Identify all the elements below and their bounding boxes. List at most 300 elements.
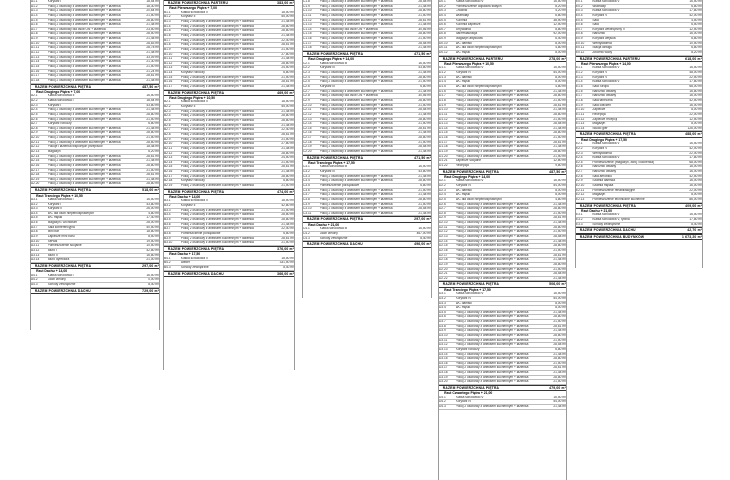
- room-name: Korytarz roboczy: [180, 179, 205, 183]
- room-name: Pokój 2 osobowy z aneksem kuchennym + łazienka: [319, 103, 393, 107]
- room-name: Klatka schodowa II: [180, 256, 208, 260]
- room-area: 21,48 m²: [553, 126, 566, 130]
- room-name: Zaplecze mini baru: [47, 235, 75, 239]
- room-code: A4.1: [31, 273, 38, 277]
- room-area: 16,00 m²: [689, 170, 702, 174]
- room-name: Pokój 2 osobowy z aneksem kuchennym + łazienka: [455, 244, 529, 248]
- room-area: 28,60 m²: [146, 140, 159, 144]
- room-area: 28,80 m²: [281, 61, 294, 65]
- room-name: Pokój 2 osobowy z aneksem kuchennym + łazienka: [319, 122, 393, 126]
- room-area: 28,78 m²: [146, 46, 159, 50]
- total-label: RAZEM POWIERZCHNIA PARTERU: [442, 56, 503, 61]
- room-name: Narożnik otwarty: [592, 89, 617, 93]
- room-name: Pokój 2 osobowy z aneksem kuchennym + łazienka: [319, 108, 393, 112]
- room-area: 21,48 m²: [418, 112, 431, 116]
- room-code: A2.2: [31, 98, 38, 102]
- room-name: Zaplecze socjalne: [455, 159, 482, 163]
- room-name: Pokój 2 osobowy z aneksem kuchennym + łazienka: [47, 60, 121, 64]
- room-area: 16,50 m²: [553, 0, 566, 3]
- room-name: Pomieszczenie rehabilitacyjne: [592, 188, 636, 192]
- room-name: Pokój 2 osobowy z aneksem kuchennym + łazienka: [319, 179, 393, 183]
- room-code: B2.10: [164, 142, 173, 146]
- room-area: 21,50 m²: [281, 137, 294, 141]
- room-code: C4.1: [303, 227, 310, 231]
- room-code: E3.3: [576, 222, 583, 226]
- floor-heading-text: Rzut Drugiego Piętra + 14,00: [444, 174, 490, 179]
- room-name: Pokój 2 osobowy z aneksem kuchennym + łazienka: [319, 71, 393, 75]
- room-name: Pomieszczenie socjalne: [47, 244, 82, 248]
- room-area: 28,61 m²: [281, 236, 294, 240]
- room-code: C3.9: [303, 202, 310, 206]
- room-code: B2.12: [164, 151, 173, 155]
- room-area: 17,80 m²: [689, 156, 702, 160]
- room-code: B2.9: [164, 137, 171, 141]
- room-area: 21,50 m²: [146, 117, 159, 121]
- room-name: Bar/restauracja: [455, 32, 478, 36]
- room-code: A1.15: [31, 64, 40, 68]
- total-row: [303, 241, 431, 247]
- room-area: 21,48 m²: [418, 89, 431, 93]
- room-area: 28,61 m²: [553, 324, 566, 328]
- room-code: C2.11: [303, 108, 312, 112]
- room-area: 28,80 m²: [418, 75, 431, 79]
- room-name: Chodnik: [455, 9, 468, 13]
- room-area: 28,00 m²: [146, 221, 159, 225]
- room-name: Pomieszczenie techniczne kuchenne: [592, 197, 645, 201]
- room-code: C1.13: [303, 23, 312, 27]
- floor-heading-text: Rzut Drugiego Piętra + 17,50: [581, 137, 627, 142]
- room-area: 21,48 m²: [146, 126, 159, 130]
- room-code: A2.11: [31, 140, 40, 144]
- total-area: 278,00 m²: [549, 56, 566, 61]
- room-code: D3.20: [439, 380, 448, 384]
- room-area: 331,50 m²: [279, 261, 294, 265]
- room-code: B1.1: [164, 10, 171, 14]
- room-name: Narożnik: [592, 32, 605, 36]
- room-code: D2.20: [439, 267, 448, 271]
- room-code: E1.3: [576, 75, 583, 79]
- room-code: D1.17: [439, 140, 448, 144]
- room-code: A1.12: [31, 51, 40, 55]
- room-area: 12,50 m²: [689, 117, 702, 121]
- room-code: E2.11: [576, 188, 585, 192]
- room-name: Pokój 2 osobowy z aneksem kuchennym + łazienka: [180, 132, 254, 136]
- room-name: Pokój 2 osobowy z aneksem kuchennym + łazienka: [319, 197, 393, 201]
- room-code: C1.12: [303, 18, 312, 22]
- room-name: Klatka schodowa I: [47, 98, 74, 102]
- room-name: Pokój 2 osobowy z aneksem kuchennym + łazienka: [319, 41, 393, 45]
- room-area: 28,80 m²: [553, 357, 566, 361]
- room-area: 10,50 m²: [146, 244, 159, 248]
- room-name: Pokój 2 osobowy z aneksem kuchennym + łazienka: [455, 357, 529, 361]
- room-area: 21,50 m²: [553, 361, 566, 365]
- room-area: 21,50 m²: [418, 103, 431, 107]
- room-name: Pokój 2 osobowy z aneksem kuchennym + łazienka: [47, 32, 121, 36]
- room-code: D1.13: [439, 122, 448, 126]
- room-name: Pokój 2 osobowy z aneksem kuchennym + łazienka: [455, 98, 529, 102]
- room-name: Pokój 2 osobowy z aneksem kuchennym + łazienka: [319, 188, 393, 192]
- room-code: E1.14: [576, 126, 585, 130]
- room-code: D3.10: [439, 333, 448, 337]
- room-area: 28,61 m²: [553, 216, 566, 220]
- room-name: Pokój 2 osobowy z aneksem kuchennym + łazienka: [455, 122, 529, 126]
- room-code: B3.2: [164, 204, 171, 208]
- total-label: RAZEM POWIERZCHNIA PIĘTRA: [579, 203, 637, 208]
- room-code: A1.1: [31, 0, 38, 3]
- total-area: 1 673,20 m²: [682, 234, 702, 239]
- room-name: Pokój 2 osobowy z aneksem kuchennym + łazienka: [319, 46, 393, 50]
- room-name: Pokój 2 osobowy z aneksem kuchennym + łazienka: [455, 310, 529, 314]
- room-name: Pokój 2 osobowy z aneksem kuchennym + łazienka: [180, 137, 254, 141]
- room-name: Biuro II: [47, 253, 58, 257]
- total-area: 469,00 m²: [277, 90, 294, 95]
- room-name: Pokój 2 osobowy z aneksem kuchennym + łazienka: [455, 248, 529, 252]
- room-code: A2.4: [31, 108, 38, 112]
- room-code: D3.18: [439, 371, 448, 375]
- room-code: D2.12: [439, 230, 448, 234]
- room-code: A2.18: [31, 173, 40, 177]
- room-name: Klatka schodowa IV: [455, 66, 484, 70]
- room-name: Pomieszczenie (magazyn, zwój i kuchenka): [592, 160, 655, 164]
- room-code: B3.3: [164, 208, 171, 212]
- room-code: B1.14: [164, 71, 173, 75]
- total-label: RAZEM POWIERZCHNIA PIĘTRA: [306, 52, 364, 57]
- room-area: 28,58 m²: [418, 0, 431, 3]
- room-code: C1.18: [303, 46, 312, 50]
- room-area: 21,50 m²: [418, 37, 431, 41]
- room-code: D3.14: [439, 352, 448, 356]
- room-name: Pokój 2 osobowy z aneksem kuchennym + łazienka: [47, 64, 121, 68]
- room-name: Klatka schodowa IV: [455, 292, 484, 296]
- room-name: Pokój 2 osobowy z aneksem kuchennym + łazienka: [455, 375, 529, 379]
- room-name: Narożnik otwarty: [592, 170, 617, 174]
- room-code: B2.11: [164, 146, 173, 150]
- room-code: C2.16: [303, 131, 312, 135]
- room-area: 23,50 m²: [146, 27, 159, 31]
- room-code: B2.14: [164, 160, 173, 164]
- room-area: 18,50 m²: [281, 256, 294, 260]
- room-name: Klatka schodowa V: [592, 0, 620, 3]
- room-code: E0.9: [576, 37, 583, 41]
- room-code: C4.2: [303, 231, 310, 235]
- room-code: D2.4: [439, 193, 446, 197]
- total-label: RAZEM POWIERZCHNIA PIĘTRA: [34, 84, 92, 89]
- room-area: 28,61 m²: [553, 366, 566, 370]
- room-area: 16,00 m²: [689, 165, 702, 169]
- room-code: B2.17: [164, 174, 173, 178]
- room-code: A2.12: [31, 145, 40, 149]
- room-area: 18,50 m²: [281, 199, 294, 203]
- room-name: Pokój 2 osobowy z aneksem kuchennym + łazienka: [319, 4, 393, 8]
- room-code: D1.15: [439, 131, 448, 135]
- room-area: 28,80 m²: [146, 112, 159, 116]
- room-code: B4.1: [164, 256, 171, 260]
- room-code: D3.17: [439, 366, 448, 370]
- room-name: Pokój 2 osobowy z aneksem kuchennym + łazienka: [180, 43, 254, 47]
- room-code: E1.6: [576, 89, 583, 93]
- room-area: 21,48 m²: [418, 46, 431, 50]
- total-label: RAZEM POWIERZCHNIA DACHU: [579, 228, 636, 233]
- room-name: Wentylatornia: [592, 151, 612, 155]
- room-code: D1.10: [439, 108, 448, 112]
- room-name: Pokój 2 osobowy z aneksem kuchennym + łazienka: [319, 75, 393, 79]
- room-name: Korytarz IV: [455, 400, 472, 404]
- room-name: Pokój 2 osobowy z aneksem kuchennym + łazienka: [180, 85, 254, 89]
- room-code: C2.13: [303, 117, 312, 121]
- room-area: 21,48 m²: [281, 109, 294, 113]
- room-area: 12,50 m²: [689, 27, 702, 31]
- room-name: Pokój 2 osobowy z aneksem kuchennym + łazienka: [47, 37, 121, 41]
- room-code: B3.8: [164, 231, 171, 235]
- floor-heading-text: Rzut Dachu + 17,50: [169, 252, 201, 257]
- room-name: Pokój 2 osobowy z aneksem kuchennym + łazienka: [455, 343, 529, 347]
- room-code: C3.11: [303, 211, 312, 215]
- room-area: 9,80 m²: [555, 163, 566, 167]
- room-name: Pokój 2 osobowy z aneksem kuchennym + łazienka: [319, 207, 393, 211]
- floor-heading-text: Rzut Drugiego Piętra + 7,00: [36, 89, 81, 94]
- room-area: 28,80 m²: [418, 98, 431, 102]
- room-code: D1.19: [439, 150, 448, 153]
- room-area: 42,80 m²: [146, 248, 159, 252]
- room-area: 16,00 m²: [689, 183, 702, 187]
- room-name: Pokój 2 osobowy z aneksem kuchennym + łazienka: [319, 150, 393, 153]
- room-area: 28,80 m²: [553, 207, 566, 211]
- room-area: 22,50 m²: [689, 75, 702, 79]
- room-code: A1.17: [31, 74, 40, 78]
- room-area: 55,00 m²: [281, 105, 294, 109]
- room-name: Klatka schodowa II: [180, 100, 208, 104]
- room-area: 21,50 m²: [553, 211, 566, 215]
- room-code: A1.3: [31, 9, 38, 13]
- room-name: Pokój 2 osobowy z aneksem kuchennym + łazienka: [455, 117, 529, 121]
- room-code: E1.4: [576, 80, 583, 84]
- room-code: E0.1: [576, 0, 583, 3]
- room-name: Korytarz roboczy: [455, 347, 480, 351]
- room-code: D2.5: [439, 197, 446, 201]
- room-code: B2.7: [164, 128, 171, 132]
- room-name: Klatka schodowa V: [592, 80, 620, 84]
- room-code: A3.5: [31, 216, 38, 220]
- room-name: Biuro I: [47, 248, 57, 252]
- room-code: D2.16: [439, 248, 448, 252]
- room-code: C2.8: [303, 94, 310, 98]
- room-code: C1.8: [303, 0, 310, 3]
- room-area: 28,80 m²: [553, 262, 566, 266]
- room-name: Kuchnia: [455, 18, 468, 22]
- room-area: 21,50 m²: [281, 183, 294, 187]
- total-label: RAZEM POWIERZCHNIA PIĘTRA: [34, 188, 92, 193]
- room-code: C2.2: [303, 66, 310, 70]
- room-area: 21,50 m²: [146, 64, 159, 68]
- room-area: 28,80 m²: [553, 244, 566, 248]
- room-name: Korytarz I: [47, 103, 62, 107]
- room-area: 22,40 m²: [281, 38, 294, 42]
- room-area: 16,50 m²: [553, 395, 566, 399]
- room-code: A4.3: [31, 282, 38, 286]
- room-area: 21,48 m²: [418, 150, 431, 153]
- room-name: Pokój 2 osobowy z aneksem kuchennym + łazienka: [47, 173, 121, 177]
- room-name: Schody zewnętrzne: [47, 282, 76, 286]
- room-name: Pokój 2 osobowy z aneksem kuchennym + łazienka: [180, 222, 254, 226]
- room-name: Pokój 2 osobowy z aneksem kuchennym + łazienka: [47, 140, 121, 144]
- room-name: Pokój 2 osobowy z aneksem kuchennym + łazienka: [455, 352, 529, 356]
- room-area: 28,61 m²: [553, 103, 566, 107]
- room-code: A2.10: [31, 136, 40, 140]
- room-area: 6,80 m²: [148, 122, 159, 126]
- room-area: 21,48 m²: [418, 174, 431, 178]
- room-area: 28,50 m²: [146, 32, 159, 36]
- room-area: 8,20 m²: [555, 4, 566, 8]
- room-name: Pokój 2 osobowy z aneksem kuchennym + łazienka: [319, 126, 393, 130]
- room-name: Wiatrołap: [455, 13, 469, 17]
- room-code: A3.10: [31, 239, 40, 243]
- room-name: Zaplecze recepcji: [592, 117, 618, 121]
- room-name: Schody zewnętrzne: [319, 236, 348, 240]
- room-name: Kuchnia zaplecze: [455, 23, 481, 27]
- room-name: Pokój 2 osobowy z aneksem kuchennym + łazienka: [455, 221, 529, 225]
- room-code: D3.16: [439, 361, 448, 365]
- room-code: E1.7: [576, 94, 583, 98]
- room-code: D3.12: [439, 343, 448, 347]
- room-area: 8,40 m²: [691, 222, 702, 226]
- room-code: A3.11: [31, 244, 40, 248]
- room-name: Pokój 2 osobowy z aneksem kuchennym + łazienka: [319, 174, 393, 178]
- room-name: Dach zielony: [47, 278, 66, 282]
- room-name: Pokój 2 osobowy z aneksem kuchennym + łazienka: [455, 324, 529, 328]
- room-name: Pokój 2 osobowy z aneksem kuchennym + łazienka: [455, 207, 529, 211]
- room-area: 16,50 m²: [553, 179, 566, 183]
- room-area: 21,00 m²: [146, 258, 159, 262]
- room-area: 21,50 m²: [418, 202, 431, 206]
- room-name: Pokój 2 osobowy z aneksem kuchennym + łazienka: [47, 168, 121, 172]
- room-area: 6,80 m²: [420, 183, 431, 187]
- room-area: 19,50 m²: [146, 239, 159, 243]
- room-name: Pokój 2 osobowy z aneksem kuchennym + łazienka: [47, 51, 121, 55]
- room-code: A1.9: [31, 37, 38, 41]
- room-name: Pokój 2 osobowy z aneksem kuchennym + łazienka: [47, 74, 121, 78]
- room-name: Atelier: [180, 261, 190, 265]
- room-name: WC męski: [455, 51, 471, 55]
- room-area: 30,56 m²: [418, 27, 431, 31]
- room-name: Pokój 2 osobowy z aneksem kuchennym + łazienka: [180, 170, 254, 174]
- room-name: Recepcja: [592, 112, 606, 116]
- room-area: 16,50 m²: [418, 61, 431, 65]
- room-code: A1.13: [31, 55, 40, 59]
- room-area: 28,58 m²: [553, 122, 566, 126]
- room-area: 16,50 m²: [418, 227, 431, 231]
- room-area: 28,80 m²: [418, 32, 431, 36]
- room-code: E3.1: [576, 213, 583, 217]
- room-name: Pokój 2 osobowy z aneksem kuchennym + łazienka: [319, 0, 393, 3]
- total-area: 488,00 m²: [685, 132, 702, 137]
- room-area: 8,40 m²: [283, 265, 294, 269]
- room-name: Pokój 2 osobowy z aneksem kuchennym + łazienka: [180, 146, 254, 150]
- room-area: 42,00 m²: [689, 146, 702, 150]
- room-area: 17,80 m²: [689, 217, 702, 221]
- room-code: C3.8: [303, 197, 310, 201]
- room-area: 8,40 m²: [148, 282, 159, 286]
- room-code: B1.10: [164, 52, 173, 56]
- room-code: A1.14: [31, 60, 40, 64]
- room-name: Mini bar: [47, 230, 59, 234]
- room-code: C2.9: [303, 98, 310, 102]
- room-area: 92,00 m²: [553, 32, 566, 36]
- room-name: Sala aerobiku: [592, 174, 612, 178]
- room-area: 6,80 m²: [283, 71, 294, 75]
- room-area: 28,80 m²: [418, 136, 431, 140]
- room-code: B1.3: [164, 20, 171, 24]
- room-name: Pokój 2 osobowy z aneksem kuchennym + łazienka: [455, 103, 529, 107]
- room-area: 10,50 m²: [689, 41, 702, 45]
- room-name: Wentylatornia: [592, 41, 612, 45]
- room-name: Pokój 2 osobowy z aneksem kuchennym + łazienka: [455, 380, 529, 384]
- room-name: Klatka schodowa III: [319, 227, 348, 231]
- room-code: A2.20: [31, 182, 40, 186]
- room-area: 21,48 m²: [281, 57, 294, 61]
- room-area: 42,50 m²: [689, 174, 702, 178]
- room-code: E1.1: [576, 66, 583, 70]
- room-code: D3.6: [439, 315, 446, 319]
- room-code: E0.11: [576, 46, 585, 50]
- total-area: 487,50 m²: [549, 169, 566, 174]
- room-name: Pokój 2 osobowy z aneksem kuchennym + łazienka: [455, 211, 529, 215]
- room-area: 54,00 m²: [553, 71, 566, 75]
- room-name: Pokój 2 osobowy z aneksem kuchennym + łazienka: [180, 38, 254, 42]
- room-name: Sala taneczna: [592, 98, 613, 102]
- room-code: D2.2: [439, 183, 446, 187]
- room-name: Pokój 2 osobowy z aneksem kuchennym + łazienka: [319, 80, 393, 84]
- room-area: 17,40 m²: [146, 216, 159, 220]
- room-name: Pokój 2 osobowy z aneksem kuchennym + łazienka: [180, 80, 254, 84]
- room-name: Pokój 2 osobowy z aneksem kuchennym + łazienka: [455, 253, 529, 257]
- room-code: E2.2: [576, 146, 583, 150]
- room-area: 21,48 m²: [281, 85, 294, 89]
- room-area: 28,61 m²: [146, 154, 159, 158]
- room-name: Klatka schodowa I: [47, 273, 74, 277]
- total-area: 366,00 m²: [277, 271, 294, 276]
- room-area: 4,80 m²: [148, 211, 159, 215]
- room-name: Pokój 2 osobowy z aneksem kuchennym + łazienka: [455, 126, 529, 130]
- room-name: Pokój 2 osobowy z aneksem kuchennym + łazienka: [47, 154, 121, 158]
- room-area: 28,58 m²: [418, 108, 431, 112]
- room-area: 17,80 m²: [689, 80, 702, 84]
- room-area: 28,58 m²: [418, 207, 431, 211]
- room-code: C2.15: [303, 126, 312, 130]
- room-name: Pokój 2 osobowy z aneksem kuchennym + łazienka: [455, 262, 529, 266]
- room-name: Pokój 2 osobowy z aneksem kuchennym + łazienka: [455, 405, 529, 409]
- room-code: E0.5: [576, 18, 583, 22]
- room-name: Korytarz II: [180, 105, 196, 109]
- floor-heading-text: Rzut Dachu + 14,00: [36, 269, 68, 274]
- room-code: A1.11: [31, 46, 40, 50]
- room-code: B3.4: [164, 213, 171, 217]
- total-label: RAZEM POWIERZCHNIA PIĘTRA: [442, 386, 500, 391]
- room-name: Pokój 2 osobowy z aneksem kuchennym + łazienka: [455, 216, 529, 220]
- room-code: A2.19: [31, 177, 40, 181]
- room-area: 21,48 m²: [281, 146, 294, 150]
- room-name: Klatka schodowa V: [592, 156, 620, 160]
- room-code: D1.7: [439, 94, 446, 98]
- room-code: A2.14: [31, 154, 40, 158]
- room-name: Pokój 2 osobowy z aneksem kuchennym + łazienka: [319, 131, 393, 135]
- room-area: 16,80 m²: [689, 89, 702, 93]
- room-name: Pokój 2 osobowy z aneksem kuchennym + łazienka: [319, 211, 393, 215]
- room-code: D0.11: [439, 46, 448, 50]
- room-name: Sala Stropu: [592, 85, 610, 89]
- room-area: 8,00 m²: [555, 193, 566, 197]
- room-code: D2.1: [439, 179, 446, 183]
- room-area: 18,54 m²: [146, 98, 159, 102]
